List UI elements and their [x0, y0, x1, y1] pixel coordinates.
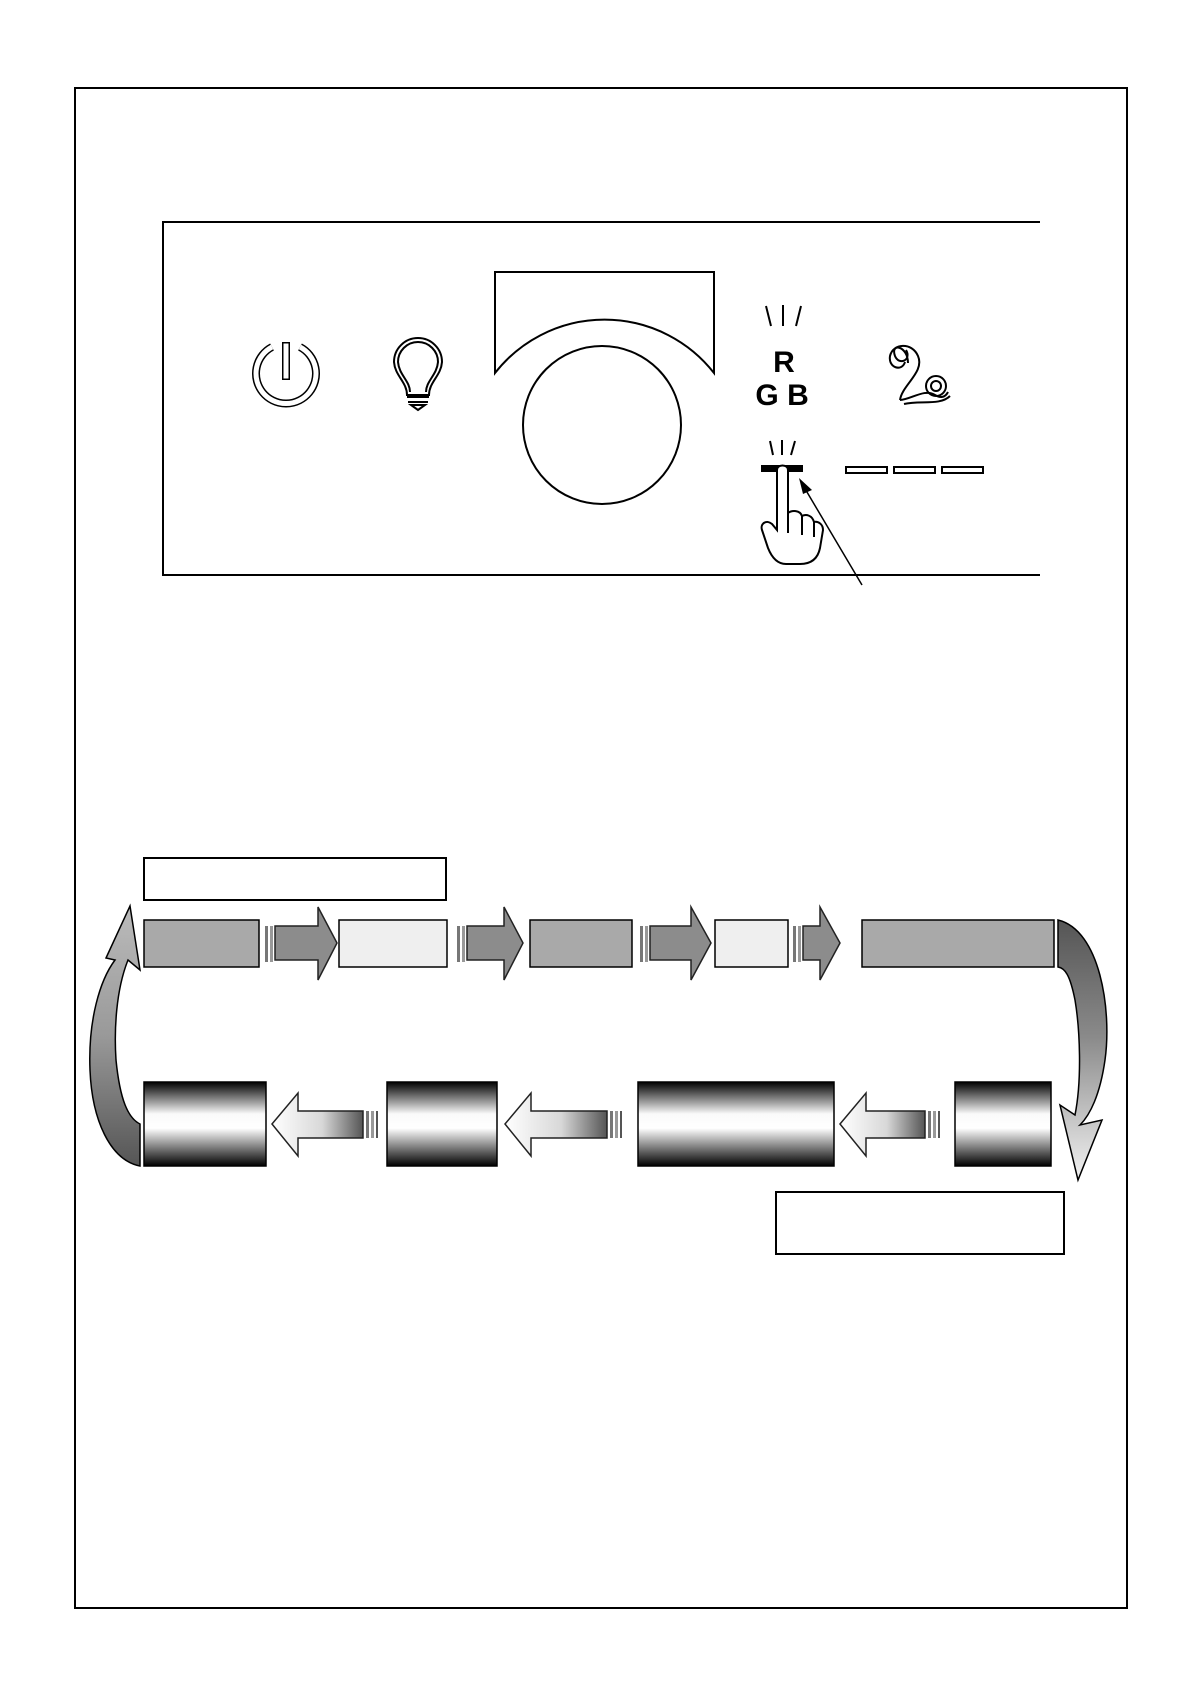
- bottom-step-box: [144, 1082, 266, 1166]
- level-indicator: [846, 467, 983, 473]
- rgb-letter-g: G: [755, 379, 779, 412]
- knob-dial[interactable]: [523, 346, 681, 504]
- top-step-box: [530, 920, 632, 967]
- arrow-right-icon: [265, 907, 337, 980]
- top-label-box: [144, 858, 446, 900]
- curved-arrow-up-icon: [90, 906, 140, 1166]
- arrow-left-icon: [272, 1093, 378, 1156]
- knob-arc-frame: [495, 272, 714, 373]
- power-icon[interactable]: [256, 342, 316, 404]
- control-panel: [163, 222, 1040, 585]
- pointing-finger-icon: [762, 466, 823, 565]
- top-step-box: [862, 920, 1054, 967]
- light-bulb-icon[interactable]: [394, 338, 442, 410]
- bottom-label-box: [776, 1192, 1064, 1254]
- bottom-step-box: [955, 1082, 1051, 1166]
- indicator-segment: [846, 467, 887, 473]
- page-border: [75, 88, 1127, 1608]
- top-step-box: [339, 920, 447, 967]
- rgb-glow-lines: [766, 305, 801, 326]
- arrow-left-icon: [505, 1093, 622, 1156]
- arrow-right-icon: [457, 907, 523, 980]
- arrow-right-icon: [640, 907, 711, 980]
- top-step-box: [715, 920, 788, 967]
- swirl-icon[interactable]: [890, 346, 950, 404]
- arrow-right-icon: [793, 907, 840, 980]
- arrow-left-icon: [840, 1093, 940, 1156]
- bottom-step-box: [387, 1082, 497, 1166]
- indicator-segment: [942, 467, 983, 473]
- indicator-segment: [894, 467, 935, 473]
- touch-glow-lines: [770, 440, 795, 455]
- sequence-diagram: [90, 858, 1107, 1254]
- rgb-letter-b: B: [787, 379, 809, 412]
- top-step-box: [144, 920, 259, 967]
- rgb-letter-r: R: [773, 346, 795, 379]
- curved-arrow-down-icon: [1058, 920, 1107, 1180]
- speed-knob[interactable]: [495, 272, 714, 504]
- rgb-button[interactable]: [755, 305, 809, 412]
- bottom-step-box: [638, 1082, 834, 1166]
